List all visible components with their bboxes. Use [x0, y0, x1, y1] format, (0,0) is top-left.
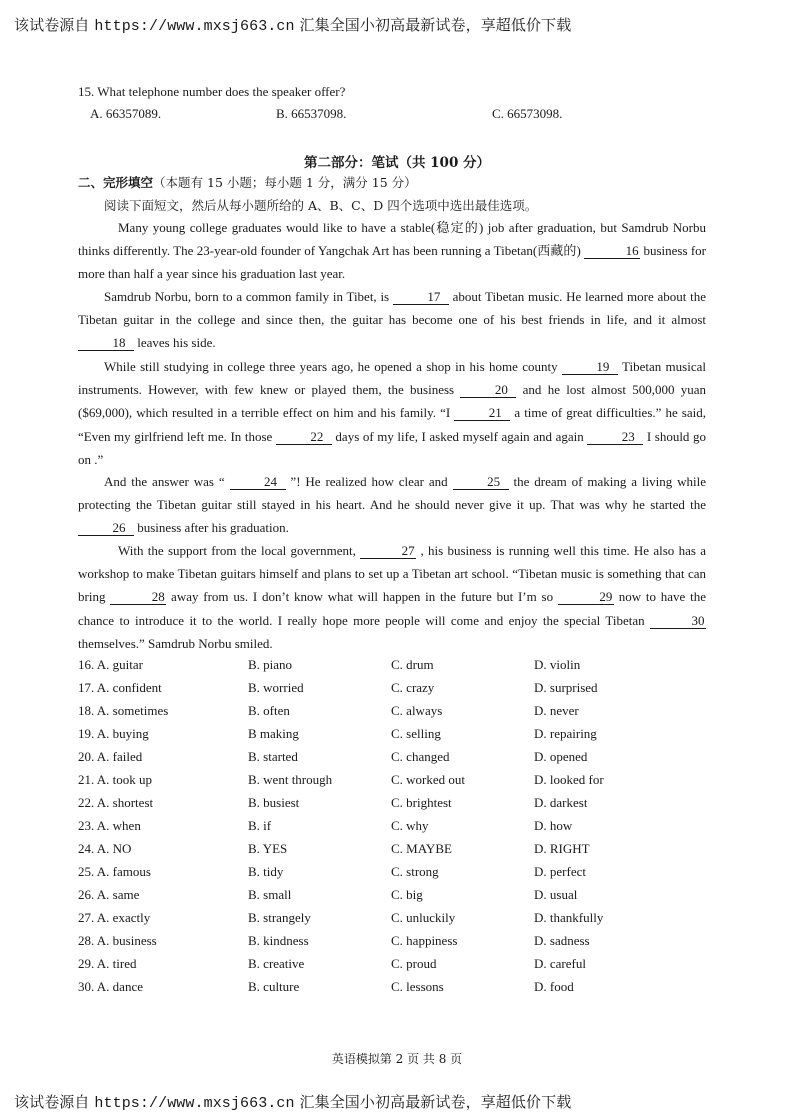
part-title: 第二部分：笔试（共 100 分）	[303, 155, 491, 171]
passage-text: Samdrub Norbu, born to a common family in Tibet, is	[104, 289, 393, 304]
option-a: 22. A. shortest	[78, 795, 154, 810]
passage-paragraph-2	[78, 285, 706, 355]
blank-17: 17	[393, 289, 449, 305]
option-c: C. happiness	[391, 933, 458, 948]
option-b: B. if	[248, 818, 272, 833]
option-d: D. surprised	[534, 680, 598, 695]
option-c: C. always	[391, 703, 443, 718]
option-b: B. tidy	[248, 864, 284, 879]
option-b: B. often	[248, 703, 290, 718]
option-c: C. big	[391, 887, 423, 902]
passage-text: themselves.” Samdrub Norbu smiled.	[78, 635, 273, 651]
option-d: D. thankfully	[534, 910, 604, 925]
section-heading-note: （本题有 15 小题；每小题 1 分，满分 15 分）	[153, 175, 417, 190]
option-d: D. how	[534, 818, 573, 833]
option-a: 20. A. failed	[78, 749, 143, 764]
option-a: 23. A. when	[78, 818, 141, 833]
option-b: B. YES	[248, 841, 288, 856]
banner-url[interactable]: https://www.mxsj663.cn	[94, 1095, 295, 1112]
blank-16: 16	[584, 243, 640, 259]
passage-paragraph-3	[78, 355, 706, 471]
passage-text: days of my life, I asked myself again and again	[331, 428, 588, 444]
passage-text: I should go on .”	[78, 428, 706, 467]
option-c: C. drum	[391, 657, 434, 672]
option-c: C. crazy	[391, 680, 435, 695]
blank-27: 27	[360, 543, 416, 559]
option-d: D. looked for	[534, 772, 604, 787]
option-d: D. perfect	[534, 864, 586, 879]
option-d: D. violin	[534, 657, 581, 672]
passage-text: ”! He realized how clear and	[285, 474, 453, 489]
blank-19: 19	[562, 359, 618, 375]
option-d: D. darkest	[534, 795, 588, 810]
banner-suffix: 汇集全国小初高最新试卷，享超低价下载	[299, 1093, 572, 1111]
option-d: D. food	[534, 979, 574, 994]
option-c: C. proud	[391, 956, 437, 971]
passage-paragraph-4	[78, 470, 706, 540]
option-a: 30. A. dance	[78, 979, 143, 994]
q15-option-a: A. 66357089.	[90, 106, 162, 121]
option-a: 21. A. took up	[78, 772, 153, 787]
passage-text: , his business is running well this time. He also has a workshop to make Tibetan guitars himself and plans to set up a Tibetan art school. “Tibetan music is something that can bring	[78, 543, 706, 605]
passage-paragraph-5	[78, 539, 706, 655]
option-b: B. piano	[248, 657, 293, 672]
option-d: D. usual	[534, 887, 578, 902]
option-b: B. started	[248, 749, 298, 764]
passage-paragraph-1	[78, 216, 706, 286]
blank-26: 26	[78, 520, 134, 536]
option-a: 18. A. sometimes	[78, 703, 169, 718]
passage-text: business for more than half a year since his graduation last year.	[78, 243, 706, 282]
option-a: 24. A. NO	[78, 841, 132, 856]
option-b: B. went through	[248, 772, 333, 787]
passage-text: a time of great difficulties.” he said, “Even my girlfriend left me. In those	[78, 405, 706, 444]
passage-text: Tibetan musical instruments. However, with few knew or played them, the business	[78, 359, 706, 398]
passage-text: the dream of making a living while protecting the Tibetan guitar still stayed in his heart. And he should never give it up. That was why he started the	[78, 474, 706, 513]
option-b: B. creative	[248, 956, 305, 971]
blank-18: 18	[78, 335, 134, 351]
passage-text: And the answer was “	[104, 474, 230, 489]
banner-prefix: 该试卷源自	[14, 16, 90, 34]
section-instruction: 阅读下面短文，然后从每小题所给的 A、B、C、D 四个选项中选出最佳选项。	[104, 198, 538, 213]
page-footer: 英语模拟第 2 页 共 8 页	[331, 1052, 463, 1066]
option-a: 29. A. tired	[78, 956, 137, 971]
section-heading-title: 二、完形填空	[78, 175, 154, 190]
option-a: 16. A. guitar	[78, 657, 143, 672]
option-d: D. never	[534, 703, 579, 718]
q15-question: 15. What telephone number does the speaker offer?	[78, 84, 346, 99]
blank-23: 23	[587, 429, 643, 445]
banner-prefix: 该试卷源自	[14, 1093, 90, 1111]
option-b: B. worried	[248, 680, 304, 695]
option-b: B. small	[248, 887, 292, 902]
blank-30: 30	[650, 613, 706, 629]
option-d: D. RIGHT	[534, 841, 590, 856]
source-banner-top	[14, 14, 571, 35]
option-c: C. worked out	[391, 772, 466, 787]
blank-20: 20	[460, 382, 516, 398]
option-a: 26. A. same	[78, 887, 140, 902]
option-b: B. kindness	[248, 933, 309, 948]
passage-text: With the support from the local government,	[118, 543, 361, 558]
option-c: C. MAYBE	[391, 841, 452, 856]
passage-text: business after his graduation.	[134, 520, 289, 536]
passage-text: away from us. I don’t know what will happen in the future but I’m so	[166, 589, 558, 605]
option-b: B making	[248, 726, 299, 741]
option-c: C. changed	[391, 749, 450, 764]
option-d: D. opened	[534, 749, 588, 764]
passage-text: now to have the chance to introduce it to the world. I really hope more people will come and enjoy the special Tibetan	[78, 589, 707, 628]
option-a: 28. A. business	[78, 933, 157, 948]
blank-25: 25	[453, 474, 509, 490]
blank-28: 28	[110, 589, 166, 605]
option-d: D. repairing	[534, 726, 597, 741]
option-a: 27. A. exactly	[78, 910, 151, 925]
option-d: D. careful	[534, 956, 586, 971]
option-c: C. unluckily	[391, 910, 456, 925]
blank-29: 29	[558, 589, 614, 605]
passage-text: While still studying in college three years ago, he opened a shop in his home county	[104, 359, 562, 374]
option-a: 19. A. buying	[78, 726, 149, 741]
option-d: D. sadness	[534, 933, 590, 948]
passage-text: about Tibetan music. He learned more about the Tibetan guitar in the college and since then, the guitar has become one of his best friends in life, and it almost	[78, 289, 706, 328]
blank-24: 24	[230, 474, 286, 490]
option-c: C. selling	[391, 726, 441, 741]
passage-text: leaves his side.	[134, 335, 216, 351]
blank-22: 22	[276, 429, 332, 445]
option-a: 17. A. confident	[78, 680, 162, 695]
option-c: C. lessons	[391, 979, 444, 994]
source-banner-bottom	[14, 1091, 571, 1112]
option-c: C. brightest	[391, 795, 452, 810]
option-b: B. culture	[248, 979, 300, 994]
section-heading	[78, 173, 417, 191]
passage-text: and he lost almost 500,000 yuan ($69,000), which resulted in a terrible effect on him and his family. “I	[78, 382, 706, 421]
option-a: 25. A. famous	[78, 864, 151, 879]
passage-text: Many young college graduates would like to have a stable(稳定的) job after graduation, but Samdrub Norbu thinks differently. The 23-year-old founder of Yangchak Art has been running a Tibetan(西藏的)	[78, 220, 706, 259]
option-c: C. why	[391, 818, 429, 833]
q15-option-b: B. 66537098.	[276, 106, 347, 121]
q15-option-c: C. 66573098.	[492, 106, 563, 121]
option-b: B. strangely	[248, 910, 311, 925]
option-c: C. strong	[391, 864, 439, 879]
banner-suffix: 汇集全国小初高最新试卷，享超低价下载	[299, 16, 572, 34]
banner-url[interactable]: https://www.mxsj663.cn	[94, 18, 295, 35]
option-b: B. busiest	[248, 795, 300, 810]
blank-21: 21	[454, 405, 510, 421]
